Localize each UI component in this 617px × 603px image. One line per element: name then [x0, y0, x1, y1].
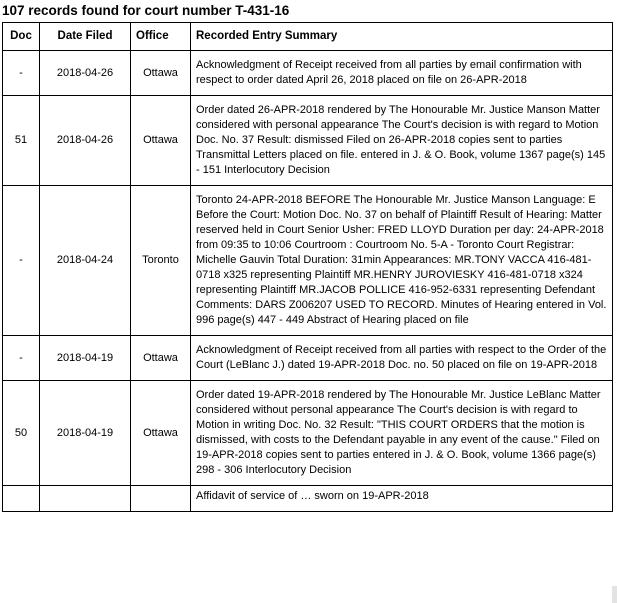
cell-doc: - — [3, 336, 40, 381]
scrollbar-thumb[interactable] — [612, 586, 617, 603]
cell-doc — [3, 486, 40, 512]
cell-office — [131, 486, 191, 512]
cell-summary: Acknowledgment of Receipt received from all parties with respect to the Order of the Court (LeBlanc J.) dated 19-APR-2018 Doc. no. 50 placed on file on 19-APR-2018 — [191, 336, 613, 381]
cell-office: Ottawa — [131, 381, 191, 486]
court-records-table — [2, 22, 613, 512]
cell-doc: - — [3, 186, 40, 336]
column-header-recorded-entry-summary: Recorded Entry Summary — [191, 23, 613, 51]
cell-date-filed: 2018-04-19 — [40, 336, 131, 381]
cell-office: Toronto — [131, 186, 191, 336]
record-row — [3, 381, 613, 486]
cell-doc: 51 — [3, 96, 40, 186]
column-header-office: Office — [131, 23, 191, 51]
cell-summary: Order dated 19-APR-2018 rendered by The Honourable Mr. Justice LeBlanc Matter considered without personal appearance The Court's decision is with regard to Motion in writing Doc. No. 32 Result: "THIS COURT ORDERS that the motion is dismissed, with costs to the Defendant payable in any event of the cause." Filed on 19-APR-2018 copies sent to parties entered in J. & O. Book, volume 1366 page(s) 298 - 306 Interlocutory Decision — [191, 381, 613, 486]
cell-office: Ottawa — [131, 336, 191, 381]
record-row — [3, 96, 613, 186]
record-row-partial — [3, 486, 613, 512]
cell-summary: Toronto 24-APR-2018 BEFORE The Honourable Mr. Justice Manson Language: E Before the Court: Motion Doc. No. 37 on behalf of Plaintiff Result of Hearing: Matter reserved held in Court Senior Usher: FRED LLOYD Duration per day: 24-APR-2018 from 09:35 to 10:06 Courtroom : Courtroom No. 5-A - Toronto Court Registrar: Michelle Gauvin Total Duration: 31min Appearances: MR.TONY VACCA 416-481-0718 x325 representing Plaintiff MR.HENRY JUROVIESKY 416-481-0718 x324 representing Plaintiff MR.JACOB POLLICE 416-952-6331 representing Defendant Comments: DARS Z006207 USED TO RECORD. Minutes of Hearing entered in Vol. 996 page(s) 447 - 449 Abstract of Hearing placed on file — [191, 186, 613, 336]
cell-date-filed: 2018-04-26 — [40, 96, 131, 186]
results-count-title: 107 records found for court number T-431-16 — [2, 3, 290, 18]
cell-date-filed: 2018-04-24 — [40, 186, 131, 336]
cell-summary: Affidavit of service of … sworn on 19-APR-2018 — [191, 486, 613, 512]
table-header-row — [3, 23, 613, 51]
record-row — [3, 51, 613, 96]
cell-office: Ottawa — [131, 96, 191, 186]
cell-doc: 50 — [3, 381, 40, 486]
cell-summary: Order dated 26-APR-2018 rendered by The Honourable Mr. Justice Manson Matter considered with personal appearance The Court's decision is with regard to Motion Doc. No. 37 Result: dismissed Filed on 26-APR-2018 copies sent to parties Transmittal Letters placed on file. entered in J. & O. Book, volume 1367 page(s) 145 - 151 Interlocutory Decision — [191, 96, 613, 186]
cell-summary: Acknowledgment of Receipt received from all parties by email confirmation with respect to order dated April 26, 2018 placed on file on 26-APR-2018 — [191, 51, 613, 96]
record-row — [3, 186, 613, 336]
cell-date-filed — [40, 486, 131, 512]
record-row — [3, 336, 613, 381]
column-header-doc: Doc — [3, 23, 40, 51]
cell-office: Ottawa — [131, 51, 191, 96]
cell-date-filed: 2018-04-19 — [40, 381, 131, 486]
column-header-date-filed: Date Filed — [40, 23, 131, 51]
cell-doc: - — [3, 51, 40, 96]
cell-date-filed: 2018-04-26 — [40, 51, 131, 96]
